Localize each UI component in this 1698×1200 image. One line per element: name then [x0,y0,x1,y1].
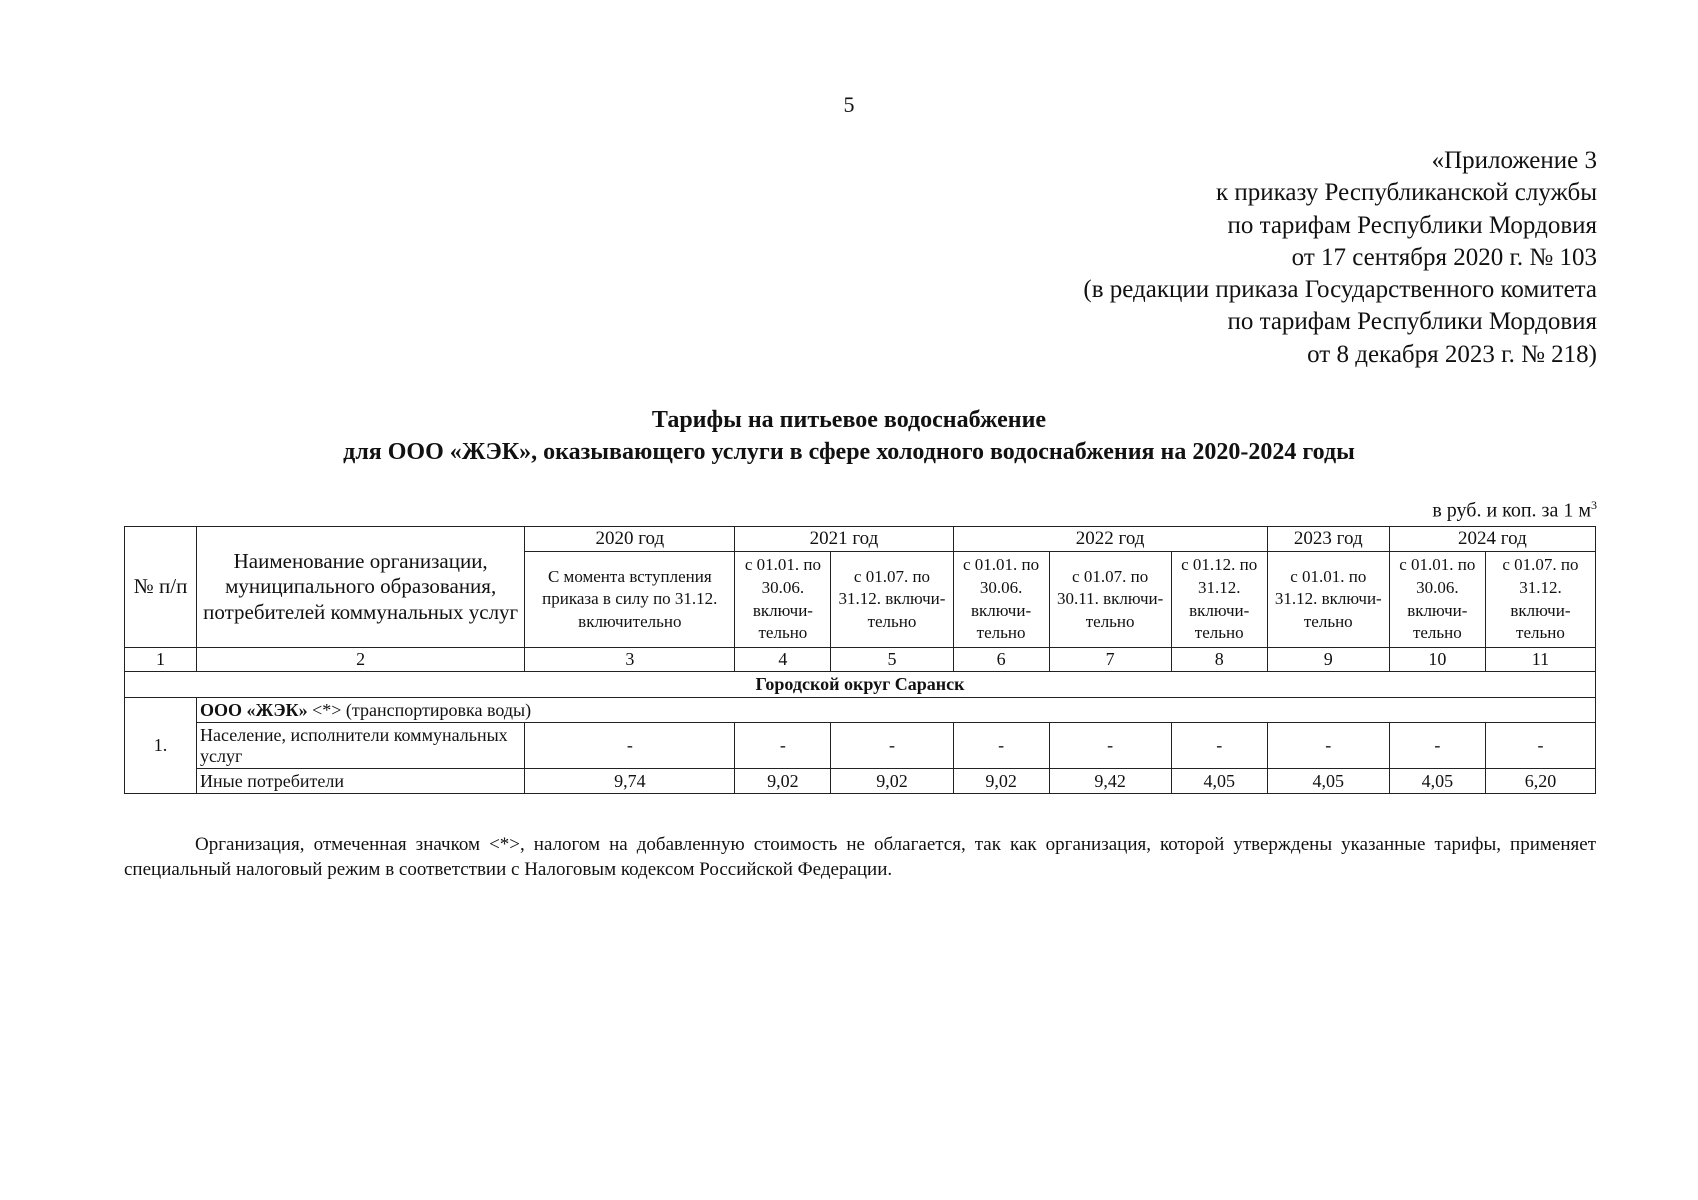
header-number: № п/п [125,527,197,648]
organization-cell [197,698,1596,723]
header-period: с 01.07. по 31.12. включи-тельно [831,552,953,648]
header-year: 2021 год [735,527,953,552]
tariff-value: 9,02 [831,769,953,794]
header-period: с 01.01. по 31.12. включи-тельно [1267,552,1389,648]
unit-label [1432,498,1597,523]
tariff-table [124,526,1596,794]
tariff-value: - [831,723,953,769]
appendix-line: от 17 сентября 2020 г. № 103 [1291,243,1597,271]
header-year: 2024 год [1389,527,1595,552]
header-year: 2023 год [1267,527,1389,552]
organization-row [125,698,1596,723]
title-line-1: Тарифы на питьевое водоснабжение [651,407,1047,433]
column-number-row [125,648,1596,672]
tariff-value: - [1389,723,1485,769]
unit-text: в руб. и коп. за 1 м [1432,499,1591,522]
column-number: 10 [1389,648,1485,672]
tariff-value: - [953,723,1049,769]
header-period: с 01.01. по 30.06. включи-тельно [735,552,831,648]
page-number: 5 [843,92,855,117]
tariff-value: - [735,723,831,769]
consumer-name: Иные потребители [197,769,525,794]
header-period: с 01.01. по 30.06. включи-тельно [1389,552,1485,648]
section-title: Городской округ Саранск [125,672,1596,698]
header-year: 2022 год [953,527,1267,552]
column-number: 9 [1267,648,1389,672]
tariff-value: - [1171,723,1267,769]
header-name: Наименование организации, муниципального образования, потребителей коммунальных услуг [197,527,525,648]
header-year: 2020 год [525,527,735,552]
appendix-line: от 8 декабря 2023 г. № 218) [1307,340,1597,368]
unit-superscript: 3 [1591,498,1597,512]
column-number: 6 [953,648,1049,672]
tariff-value: - [1049,723,1171,769]
appendix-header [1083,145,1597,371]
consumer-name: Население, исполнители коммунальных услуг [197,723,525,769]
organization-note: <*> (транспортировка воды) [307,699,532,720]
column-number: 3 [525,648,735,672]
tariff-value: - [1267,723,1389,769]
header-period: с 01.01. по 30.06. включи-тельно [953,552,1049,648]
organization-name: ООО «ЖЭК» [200,699,308,720]
column-number: 4 [735,648,831,672]
footnote: Организация, отмеченная значком <*>, налогом на добавленную стоимость не облагается, так как организация, которой утверждены указанные тарифы, применяет специальный налоговый режим в соответствии с Налоговым кодексом Российской Федерации. [124,834,1596,880]
tariff-value: 9,02 [735,769,831,794]
table-row [125,769,1596,794]
tariff-value: - [525,723,735,769]
column-number: 8 [1171,648,1267,672]
appendix-line: по тарифам Республики Мордовия [1227,308,1597,336]
tariff-value: 9,42 [1049,769,1171,794]
tariff-value: 4,05 [1267,769,1389,794]
column-number: 2 [197,648,525,672]
column-number: 1 [125,648,197,672]
appendix-line: «Приложение 3 [1431,147,1597,174]
appendix-line: по тарифам Республики Мордовия [1227,211,1597,239]
tariff-value: 4,05 [1171,769,1267,794]
column-number: 7 [1049,648,1171,672]
tariff-value: 6,20 [1485,769,1595,794]
document-title [0,404,1698,468]
header-period: с 01.12. по 31.12. включи-тельно [1171,552,1267,648]
header-period: с 01.07. по 30.11. включи-тельно [1049,552,1171,648]
column-number: 11 [1485,648,1595,672]
title-line-2: для ООО «ЖЭК», оказывающего услуги в сфере холодного водоснабжения на 2020-2024 годы [343,439,1355,465]
tariff-value: 9,02 [953,769,1049,794]
appendix-line: (в редакции приказа Государственного комитета [1083,276,1597,304]
section-row [125,672,1596,698]
tariff-value: - [1485,723,1595,769]
column-number: 5 [831,648,953,672]
row-number: 1. [125,698,197,794]
table-row [125,723,1596,769]
header-row-years [125,527,1596,552]
tariff-value: 9,74 [525,769,735,794]
appendix-line: к приказу Республиканской службы [1215,179,1597,207]
header-period: С момента вступления приказа в силу по 31.12. включительно [525,552,735,648]
tariff-value: 4,05 [1389,769,1485,794]
header-period: с 01.07. по 31.12. включи-тельно [1485,552,1595,648]
